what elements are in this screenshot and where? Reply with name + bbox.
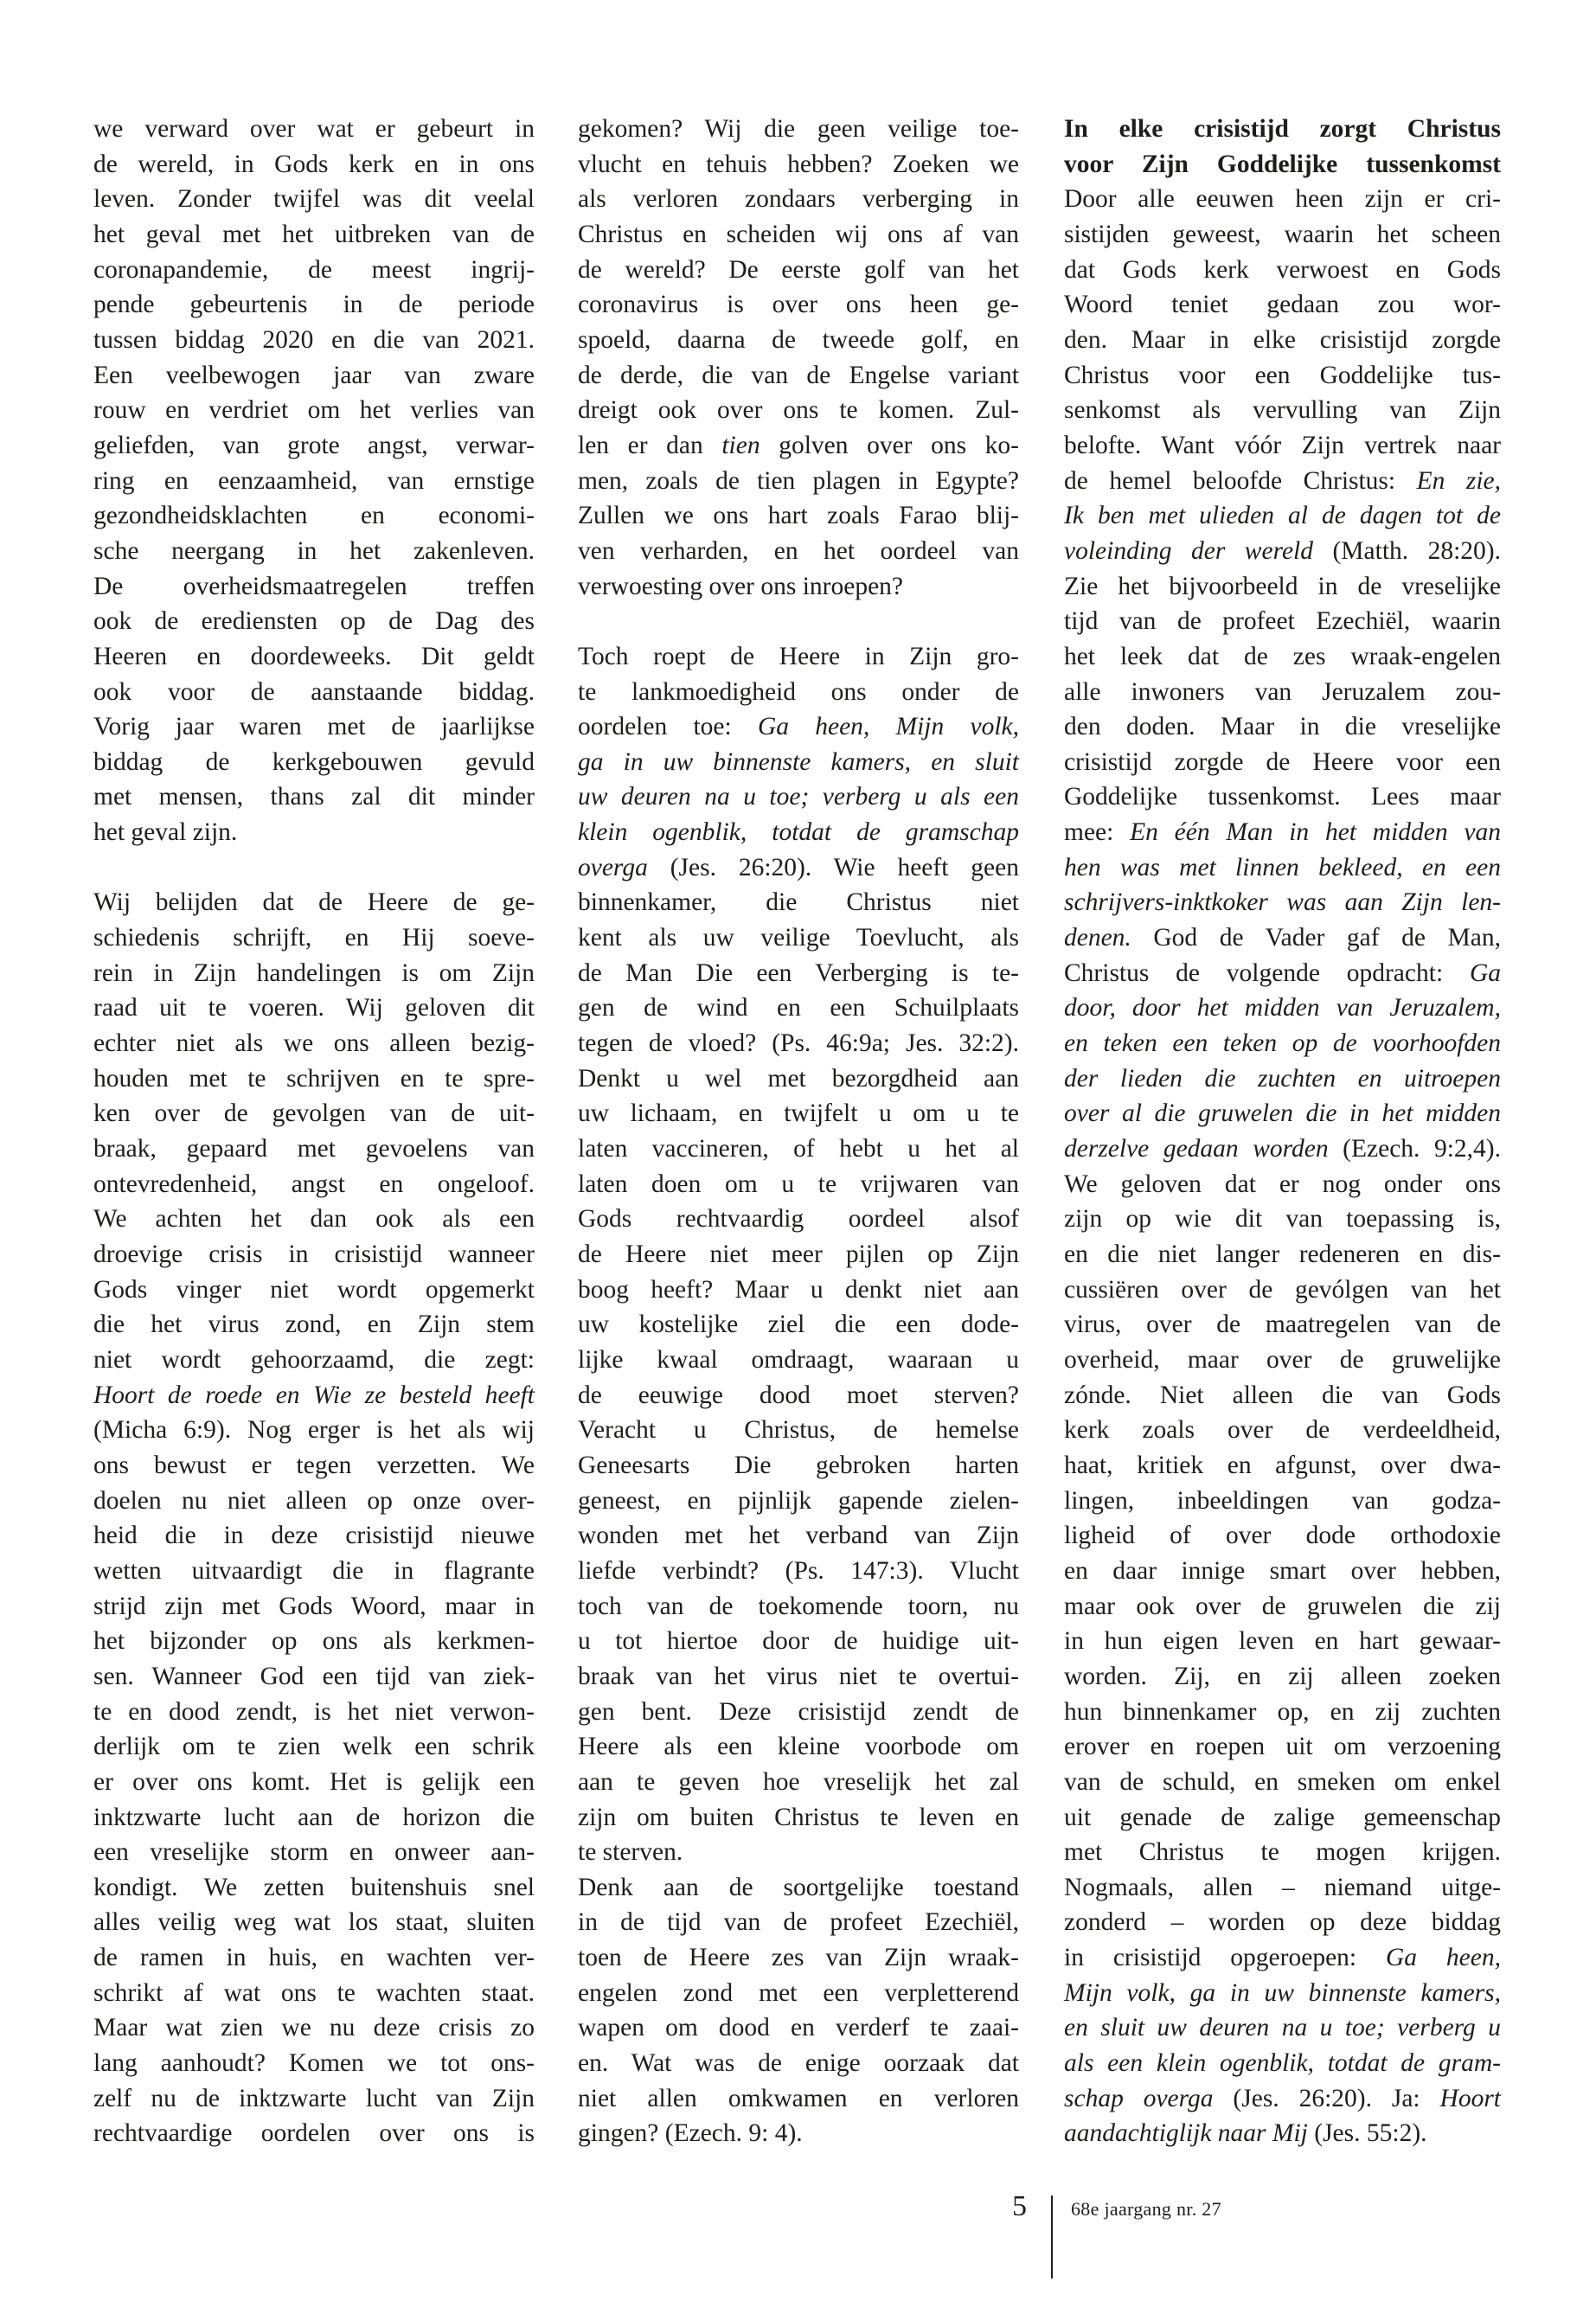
text-line: pende gebeurtenis in de periode [93, 291, 535, 319]
text-line: Woord teniet gedaan zou wor- [1064, 291, 1501, 319]
text-line: erover en roepen uit om verzoening [1064, 1733, 1501, 1761]
text-line: kent als uw veilige Toevlucht, als [578, 924, 1019, 952]
text-line: maar ook over de gruwelen die zij [1064, 1592, 1501, 1620]
text-line: de Heere niet meer pijlen op Zijn [578, 1240, 1019, 1268]
text-segment: God de Vader gaf de Man, [1131, 924, 1501, 952]
text-segment: len er dan [578, 431, 722, 459]
text-line: Heeren en doordeweeks. Dit geldt [93, 642, 535, 670]
text-line: het bijzonder op ons als kerkmen- [93, 1627, 535, 1656]
paragraph [93, 885, 535, 2151]
italic-quote: denen. [1064, 924, 1131, 952]
text-line: u tot hiertoe door de huidige uit- [578, 1627, 1019, 1656]
text-line: met Christus te mogen krijgen. [1064, 1838, 1501, 1867]
italic-quote: Ga heen, [1386, 1944, 1501, 1972]
text-line: als verloren zondaars verberging in [578, 185, 1019, 214]
text-line: van de schuld, en smeken om enkel [1064, 1767, 1501, 1796]
text-line: Zie het bijvoorbeeld in de vreselijke [1064, 572, 1501, 600]
text-segment: golven over ons ko- [760, 431, 1019, 459]
italic-quote: schrijvers-inktkoker was aan Zijn len- [1064, 888, 1501, 917]
text-line: lijke kwaal omdraagt, waaraan u [578, 1345, 1019, 1374]
text-line [1064, 498, 1501, 534]
text-line: ook de erediensten op de Dag des [93, 607, 535, 636]
text-line: worden. Zij, en zij alleen zoeken [1064, 1662, 1501, 1690]
text-line [1064, 1061, 1501, 1097]
text-line: dreigt ook over ons te komen. Zul- [578, 396, 1019, 425]
text-line: houden met te schrijven en te spre- [93, 1064, 535, 1093]
text-line: Denk aan de soortgelijke toestand [578, 1873, 1019, 1901]
text-line: liefde verbindt? (Ps. 147:3). Vlucht [578, 1556, 1019, 1585]
italic-quote: door, door het midden van Jeruzalem, [1064, 994, 1501, 1022]
italic-quote: Hoort de roede en Wie ze besteld heeft [93, 1381, 535, 1409]
text-line [1064, 815, 1501, 850]
text-line: verwoesting over ons inroepen? [578, 572, 904, 600]
text-line: Door alle eeuwen heen zijn er cri- [1064, 185, 1501, 214]
italic-quote: Ga [1469, 958, 1501, 987]
italic-quote: hen was met linnen bekleed, en een [1064, 853, 1501, 881]
text-line: den doden. Maar in die vreselijke [1064, 713, 1501, 741]
text-line: uw kostelijke ziel die een dode- [578, 1311, 1019, 1339]
text-line: kerk zoals over de verdeeldheid, [1064, 1416, 1501, 1445]
text-line: in de tijd van de profeet Ezechiël, [578, 1908, 1019, 1937]
text-line: ons bewust er tegen verzetten. We [93, 1451, 535, 1479]
italic-quote: der lieden die zuchten en uitroepen [1064, 1064, 1501, 1093]
text-segment: (Jes. 26:20). Ja: [1213, 2084, 1440, 2112]
text-line: (Micha 6:9). Nog erger is het als wij [93, 1416, 535, 1445]
text-line: ook voor de aanstaande biddag. [93, 677, 535, 706]
text-line: men, zoals de tien plagen in Egypte? [578, 466, 1019, 495]
text-line: Christus en scheiden wij ons af van [578, 220, 1019, 248]
text-line: de ramen in huis, en wachten ver- [93, 1944, 535, 1972]
text-line: gekomen? Wij die geen veilige toe- [578, 115, 1019, 143]
text-line: belofte. Want vóór Zijn vertrek naar [1064, 431, 1501, 459]
text-line: sche neergang in het zakenleven. [93, 536, 535, 565]
article-column-2 [578, 112, 1019, 2151]
italic-quote: Mijn volk, ga in uw binnenste kamers, [1064, 1978, 1501, 2007]
text-line: binnenkamer, die Christus niet [578, 888, 1019, 917]
text-line: sistijden geweest, waarin het scheen [1064, 220, 1501, 248]
text-line: senkomst als vervulling van Zijn [1064, 396, 1501, 425]
text-line: gezondheidsklachten en economi- [93, 502, 535, 530]
article-column-3 [1064, 112, 1501, 2151]
text-line [1064, 2046, 1501, 2081]
text-line: de wereld? De eerste golf van het [578, 255, 1019, 284]
text-line: er over ons komt. Het is gelijk een [93, 1767, 535, 1796]
text-line: De overheidsmaatregelen treffen [93, 572, 535, 600]
text-line: lang aanhoudt? Komen we tot ons- [93, 2049, 535, 2078]
italic-quote: als een klein ogenblik, totdat de gram- [1064, 2049, 1501, 2078]
text-line [1064, 1131, 1501, 1167]
text-line: zelf nu de inktzwarte lucht van Zijn [93, 2084, 535, 2112]
paragraph-spacer [578, 604, 1019, 639]
text-line: gingen? (Ezech. 9: 4). [578, 2119, 803, 2148]
issue-label: 68e jaargang nr. 27 [1071, 2198, 1221, 2220]
text-line: in hun eigen leven en hart gewaar- [1064, 1627, 1501, 1656]
italic-quote: ga in uw binnenste kamers, en sluit [578, 747, 1019, 776]
text-line: Gods rechtvaardig oordeel alsof [578, 1205, 1019, 1234]
text-line [93, 1378, 535, 1413]
text-line: aan te geven hoe vreselijk het zal [578, 1767, 1019, 1796]
text-line [1064, 885, 1501, 920]
text-segment: (Matth. 28:20). [1313, 536, 1502, 565]
text-line: cussiëren over de gevólgen van het [1064, 1275, 1501, 1304]
text-segment: in crisistijd opgeroepen: [1064, 1944, 1386, 1972]
text-line: en. Wat was de enige oorzaak dat [578, 2049, 1019, 2078]
text-line: dat Gods kerk verwoest en Gods [1064, 255, 1501, 284]
italic-quote: over al die gruwelen die in het midden [1064, 1099, 1501, 1128]
text-line: boog heeft? Maar u denkt niet aan [578, 1275, 1019, 1304]
text-line: spoeld, daarna de tweede golf, en [578, 325, 1019, 354]
text-line: laten doen om u te vrijwaren van [578, 1170, 1019, 1198]
text-line: doelen nu niet alleen op onze over- [93, 1486, 535, 1515]
text-line: te lankmoedigheid ons onder de [578, 677, 1019, 706]
text-line [1064, 1940, 1501, 1976]
text-line [578, 779, 1019, 815]
text-line: rechtvaardige oordelen over ons is [93, 2119, 535, 2148]
text-line: tussen biddag 2020 en die van 2021. [93, 325, 535, 354]
italic-quote: klein ogenblik, totdat de gramschap [578, 818, 1019, 847]
text-line: sen. Wanneer God een tijd van ziek- [93, 1662, 535, 1690]
text-line: wapen om dood en verderf te zaai- [578, 2014, 1019, 2042]
text-line: een vreselijke storm en onweer aan- [93, 1838, 535, 1867]
text-line [1064, 920, 1501, 956]
text-line: In elke crisistijd zorgt Christus [1064, 115, 1501, 143]
text-line: Geneesarts Die gebroken harten [578, 1451, 1019, 1479]
italic-quote: schap overga [1064, 2084, 1214, 2112]
text-line: coronavirus is over ons heen ge- [578, 291, 1019, 319]
text-line: zijn om buiten Christus te leven en [578, 1803, 1019, 1831]
text-line: voor Zijn Goddelijke tussenkomst [1064, 150, 1501, 178]
italic-quote: overga [578, 853, 648, 881]
text-line: We achten het dan ook als een [93, 1205, 535, 1234]
text-line: uw lichaam, en twijfelt u om u te [578, 1099, 1019, 1128]
paragraph [578, 639, 1019, 1870]
text-line: kondigt. We zetten buitenshuis snel [93, 1873, 535, 1901]
italic-quote: aandachtiglijk naar Mij [1064, 2119, 1308, 2148]
italic-quote: en teken een teken op de voorhoofden [1064, 1029, 1501, 1058]
italic-quote: uw deuren na u toe; verberg u als een [578, 783, 1019, 811]
text-line: tijd van de profeet Ezechiël, waarin [1064, 607, 1501, 636]
text-line: niet allen omkwamen en verloren [578, 2084, 1019, 2112]
text-line: Een veelbewogen jaar van zware [93, 361, 535, 389]
text-line: geneest, en pijnlijk gapende zielen- [578, 1486, 1019, 1515]
text-segment: Christus de volgende opdracht: [1064, 958, 1470, 987]
text-line: haat, kritiek en afgunst, over dwa- [1064, 1451, 1501, 1479]
text-line: rouw en verdriet om het verlies van [93, 396, 535, 425]
text-line [1064, 956, 1501, 991]
text-line: biddag de kerkgebouwen gevuld [93, 747, 535, 776]
text-line [1064, 990, 1501, 1026]
italic-quote: derzelve gedaan worden [1064, 1135, 1329, 1163]
paragraph [578, 1870, 1019, 2151]
text-line: met mensen, thans zal dit minder [93, 783, 535, 811]
text-line: den. Maar in elke crisistijd zorgde [1064, 325, 1501, 354]
italic-quote: En één Man in het midden van [1130, 818, 1501, 847]
text-line: Vorig jaar waren met de jaarlijkse [93, 713, 535, 741]
text-line: de Man Die een Verberging is te- [578, 958, 1019, 987]
text-line: zonderd – worden op deze biddag [1064, 1908, 1501, 1937]
text-line [1064, 464, 1501, 499]
text-segment: de hemel beloofde Christus: [1064, 466, 1417, 495]
text-line: echter niet als we ons alleen bezig- [93, 1029, 535, 1058]
text-line: uit genade de zalige gemeenschap [1064, 1803, 1501, 1831]
text-line: ven verharden, en het oordeel van [578, 536, 1019, 565]
text-line: zónde. Niet alleen die van Gods [1064, 1381, 1501, 1409]
text-line: rein in Zijn handelingen is om Zijn [93, 958, 535, 987]
text-line: We geloven dat er nog onder ons [1064, 1170, 1501, 1198]
text-line: ontevredenheid, angst en ongeloof. [93, 1170, 535, 1198]
text-line [1064, 2010, 1501, 2046]
article-column-1 [93, 112, 535, 2151]
page-number: 5 [1012, 2190, 1027, 2222]
text-line: niet wordt gehoorzaamd, die zegt: [93, 1345, 535, 1374]
text-line: en die niet langer redeneren en dis- [1064, 1240, 1501, 1268]
text-line [1064, 534, 1501, 569]
text-line: ligheid of over dode orthodoxie [1064, 1522, 1501, 1550]
italic-quote: en sluit uw deuren na u toe; verberg u [1064, 2014, 1501, 2042]
text-line [578, 850, 1019, 886]
text-line: overheid, maar over de gruwelijke [1064, 1345, 1501, 1374]
text-line: strijd zijn met Gods Woord, maar in [93, 1592, 535, 1620]
text-line: die het virus zond, en Zijn stem [93, 1311, 535, 1339]
paragraph-spacer [93, 850, 535, 886]
text-line: tegen de vloed? (Ps. 46:9a; Jes. 32:2). [578, 1029, 1019, 1058]
text-line: te en dood zendt, is het niet verwon- [93, 1697, 535, 1726]
text-line: droevige crisis in crisistijd wanneer [93, 1240, 535, 1268]
text-line: Gods vinger niet wordt opgemerkt [93, 1275, 535, 1304]
text-line: toen de Heere zes van Zijn wraak- [578, 1944, 1019, 1972]
text-line: toch van de toekomende toorn, nu [578, 1592, 1019, 1620]
text-line: gen bent. Deze crisistijd zendt de [578, 1697, 1019, 1726]
text-line [1064, 850, 1501, 886]
italic-quote: Ik ben met ulieden al de dagen tot de [1064, 502, 1501, 530]
text-line: vlucht en tehuis hebben? Zoeken we [578, 150, 1019, 178]
text-line [1064, 1096, 1501, 1131]
text-line: schrikt af wat ons te wachten staat. [93, 1978, 535, 2007]
text-line: de eeuwige dood moet sterven? [578, 1381, 1019, 1409]
text-line: virus, over de maatregelen van de [1064, 1311, 1501, 1339]
text-line: de wereld, in Gods kerk en in ons [93, 150, 535, 178]
text-line: crisistijd zorgde de Heere voor een [1064, 747, 1501, 776]
text-line: coronapandemie, de meest ingrij- [93, 255, 535, 284]
italic-quote: En zie, [1416, 466, 1501, 495]
text-line: alles veilig weg wat los staat, sluiten [93, 1908, 535, 1937]
text-line: het geval zijn. [93, 818, 238, 847]
text-line [1064, 2116, 1501, 2151]
section-heading [1064, 112, 1501, 182]
text-line: geliefden, van grote angst, verwar- [93, 431, 535, 459]
text-line: het geval met het uitbreken van de [93, 220, 535, 248]
text-line: laten vaccineren, of hebt u het al [578, 1135, 1019, 1163]
paragraph [93, 112, 535, 850]
text-segment: (Jes. 26:20). Wie heeft geen [647, 853, 1019, 881]
text-line: braak van het virus niet te overtui- [578, 1662, 1019, 1690]
text-line [578, 428, 1019, 464]
italic-quote: voleinding der wereld [1064, 536, 1313, 565]
text-line: Nogmaals, allen – niemand uitge- [1064, 1873, 1501, 1901]
text-line: te sterven. [578, 1838, 683, 1867]
text-line: Wij belijden dat de Heere de ge- [93, 888, 535, 917]
text-line: alle inwoners van Jeruzalem zou- [1064, 677, 1501, 706]
text-segment: mee: [1064, 818, 1131, 847]
text-line: Toch roept de Heere in Zijn gro- [578, 642, 1019, 670]
text-line: inktzwarte lucht aan de horizon die [93, 1803, 535, 1831]
text-line: het leek dat de zes wraak-engelen [1064, 642, 1501, 670]
text-line: Veracht u Christus, de hemelse [578, 1416, 1019, 1445]
text-segment: oordelen toe: [578, 713, 758, 741]
text-line: Christus voor een Goddelijke tus- [1064, 361, 1501, 389]
text-line: ken over de gevolgen van de uit- [93, 1099, 535, 1128]
text-line: en daar innige smart over hebben, [1064, 1556, 1501, 1585]
text-line: de derde, die van de Engelse variant [578, 361, 1019, 389]
text-line: gen de wind en een Schuilplaats [578, 994, 1019, 1022]
text-line [1064, 1026, 1501, 1061]
text-line: we verward over wat er gebeurt in [93, 115, 535, 143]
paragraph [1064, 182, 1501, 2151]
text-line: Zullen we ons hart zoals Farao blij- [578, 502, 1019, 530]
text-line: raad uit te voeren. Wij geloven dit [93, 994, 535, 1022]
text-line: zijn op wie dit van toepassing is, [1064, 1205, 1501, 1234]
text-line [578, 745, 1019, 780]
text-line: lingen, inbeeldingen van godza- [1064, 1486, 1501, 1515]
text-line: wetten uitvaardigt die in flagrante [93, 1556, 535, 1585]
footer-divider [1051, 2195, 1053, 2279]
text-line: ring en eenzaamheid, van ernstige [93, 466, 535, 495]
text-segment: (Jes. 55:2). [1307, 2119, 1427, 2148]
text-line [578, 709, 1019, 745]
text-line: Heere als een kleine voorbode om [578, 1733, 1019, 1761]
text-line: schiedenis schrijft, en Hij soeve- [93, 924, 535, 952]
paragraph [578, 112, 1019, 604]
text-line: leven. Zonder twijfel was dit veelal [93, 185, 535, 214]
italic-quote: tien [721, 431, 760, 459]
text-line: Maar wat zien we nu deze crisis zo [93, 2014, 535, 2042]
text-line: wonden met het verband van Zijn [578, 1522, 1019, 1550]
text-line: Goddelijke tussenkomst. Lees maar [1064, 783, 1501, 811]
text-line: hun binnenkamer op, en zij zuchten [1064, 1697, 1501, 1726]
text-line: Denkt u wel met bezorgdheid aan [578, 1064, 1019, 1093]
text-segment: (Ezech. 9:2,4). [1328, 1135, 1501, 1163]
text-line: braak, gepaard met gevoelens van [93, 1135, 535, 1163]
text-line: engelen zond met een verpletterend [578, 1978, 1019, 2007]
text-line [578, 815, 1019, 850]
text-line: heid die in deze crisistijd nieuwe [93, 1522, 535, 1550]
italic-quote: Hoort [1439, 2084, 1501, 2112]
text-line [1064, 1976, 1501, 2011]
text-line [1064, 2081, 1501, 2117]
italic-quote: Ga heen, Mijn volk, [757, 713, 1019, 741]
text-line: derlijk om te zien welk een schrik [93, 1733, 535, 1761]
